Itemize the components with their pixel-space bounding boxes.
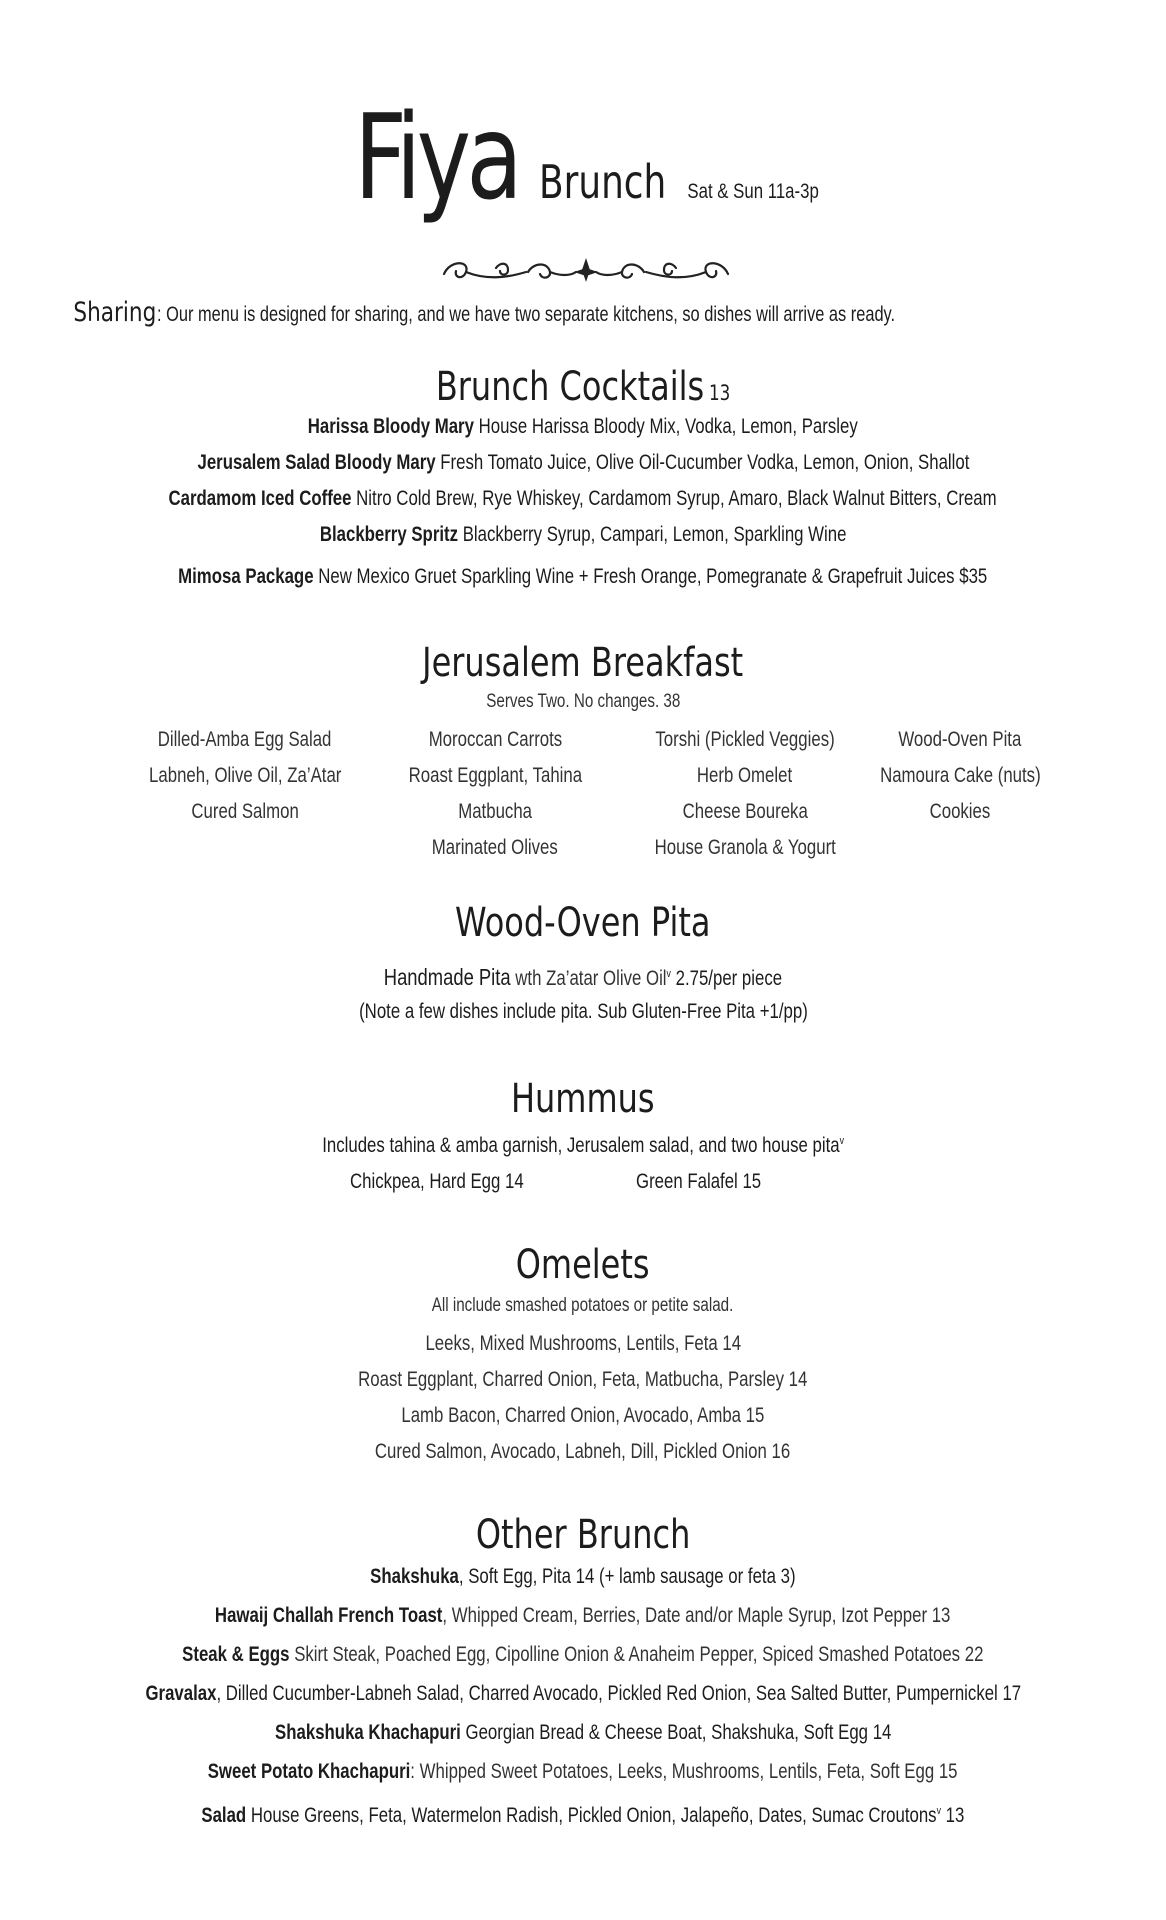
cocktail-desc: Nitro Cold Brew, Rye Whiskey, Cardamom Syrup, Amaro, Black Walnut Bitters, Cream (351, 487, 998, 510)
cocktail-name: Jerusalem Salad Bloody Mary (197, 451, 436, 474)
pita-note: (Note a few dishes include pita. Sub Gluten-Free Pita +1/pp) (358, 1000, 808, 1023)
list-item: Roast Eggplant, Tahina (408, 764, 582, 787)
omelet-item: Cured Salmon, Avocado, Labneh, Dill, Pickled Onion 16 (375, 1440, 791, 1463)
pita-desc: wth Za’atar Olive Oil (510, 967, 667, 990)
omelet-item: Lamb Bacon, Charred Onion, Avocado, Amba 15 (401, 1404, 765, 1427)
cocktail-name: Cardamom Iced Coffee (168, 487, 352, 510)
sharing-note (0, 297, 1166, 328)
restaurant-logo: Fiya (353, 88, 518, 226)
cocktail-name: Harissa Bloody Mary (308, 415, 475, 438)
omelet-item: Leeks, Mixed Mushrooms, Lentils, Feta 14 (425, 1332, 741, 1355)
cocktails-price: 13 (708, 381, 731, 405)
dish-name: Sweet Potato Khachapuri (208, 1760, 411, 1783)
dish-desc: : Whipped Sweet Potatoes, Leeks, Mushrooms, Lentils, Feta, Soft Egg 15 (410, 1760, 958, 1783)
vegan-mark: v (936, 1805, 942, 1817)
list-item: Wood-Oven Pita (898, 728, 1022, 751)
hummus-desc: Includes tahina & amba garnish, Jerusalem salad, and two house pita$^v$ (322, 1134, 844, 1157)
hours-text: Sat & Sun 11a-3p (687, 180, 819, 203)
ornament-divider-icon (436, 252, 736, 292)
vegan-mark: v (666, 968, 671, 980)
hummus-item: Chickpea, Hard Egg 14 (350, 1170, 524, 1193)
cocktail-desc: House Harissa Bloody Mix, Vodka, Lemon, Parsley (474, 415, 858, 438)
dish-price: 13 (941, 1804, 965, 1827)
pita-price: 2.75/per piece (671, 967, 783, 990)
omelet-item: Roast Eggplant, Charred Onion, Feta, Matbucha, Parsley 14 (358, 1368, 808, 1391)
brunch-item (0, 1641, 1166, 1669)
cocktail-item (0, 563, 1166, 591)
jerusalem-title: Jerusalem Breakfast (422, 640, 744, 686)
dish-desc: , Dilled Cucumber-Labneh Salad, Charred Avocado, Pickled Red Onion, Sea Salted Butter, Pumpernickel 17 (216, 1682, 1021, 1705)
brunch-item (0, 1758, 1166, 1786)
cocktail-item (0, 485, 1166, 513)
brunch-item (0, 1563, 1166, 1591)
list-item: Torshi (Pickled Veggies) (655, 728, 835, 751)
sharing-label: Sharing (73, 297, 157, 328)
brunch-item (0, 1680, 1166, 1708)
vegan-mark: v (839, 1135, 844, 1147)
cocktail-name: Blackberry Spritz (319, 523, 458, 546)
brunch-item (0, 1602, 1166, 1630)
omelets-heading (0, 1242, 1166, 1288)
dish-desc: Georgian Bread & Cheese Boat, Shakshuka, Soft Egg 14 (460, 1721, 892, 1744)
jerusalem-col-4 (845, 722, 1075, 830)
menu-header (0, 88, 1166, 226)
cocktail-desc: Blackberry Syrup, Campari, Lemon, Sparkling Wine (457, 523, 847, 546)
dish-desc: , Soft Egg, Pita 14 (+ lamb sausage or feta 3) (459, 1565, 796, 1588)
list-item: Marinated Olives (431, 836, 559, 859)
other-title: Other Brunch (475, 1512, 691, 1558)
cocktails-heading (0, 364, 1166, 410)
list-item: Dilled-Amba Egg Salad (158, 728, 332, 751)
cocktail-desc: Fresh Tomato Juice, Olive Oil-Cucumber Vodka, Lemon, Onion, Shallot (435, 451, 969, 474)
cocktails-title: Brunch Cocktails (435, 364, 705, 410)
jerusalem-col-1 (120, 722, 370, 830)
dish-name: Shakshuka Khachapuri (274, 1721, 461, 1744)
list-item: Herb Omelet (697, 764, 793, 787)
dish-name: Hawaij Challah French Toast (215, 1604, 443, 1627)
menu-title: Brunch (539, 155, 667, 209)
hummus-title: Hummus (511, 1076, 655, 1122)
cocktail-desc: New Mexico Gruet Sparkling Wine + Fresh Orange, Pomegranate & Grapefruit Juices $35 (313, 565, 988, 588)
hummus-heading (0, 1076, 1166, 1122)
list-item: Cookies (929, 800, 991, 823)
jerusalem-col-2 (370, 722, 620, 866)
pita-heading (0, 900, 1166, 946)
cocktail-item (0, 521, 1166, 549)
list-item: Namoura Cake (nuts) (879, 764, 1041, 787)
dish-desc: Skirt Steak, Poached Egg, Cipolline Onion & Anaheim Pepper, Spiced Smashed Potatoes 22 (289, 1643, 984, 1666)
list-item: Cheese Boureka (682, 800, 808, 823)
list-item: Matbucha (458, 800, 532, 823)
dish-desc: , Whipped Cream, Berries, Date and/or Maple Syrup, Izot Pepper 13 (442, 1604, 951, 1627)
sharing-text: : Our menu is designed for sharing, and we have two separate kitchens, so dishes will arrive as ready. (156, 303, 895, 326)
dish-name: Salad (201, 1804, 247, 1827)
pita-title: Wood-Oven Pita (455, 900, 711, 946)
cocktail-item (0, 449, 1166, 477)
dish-name: Steak & Eggs (182, 1643, 290, 1666)
jerusalem-col-3 (620, 722, 870, 866)
brunch-item (0, 1797, 1166, 1830)
omelets-subtitle: All include smashed potatoes or petite salad. (432, 1295, 734, 1316)
list-item: Labneh, Olive Oil, Za’Atar (148, 764, 342, 787)
list-item: Moroccan Carrots (428, 728, 562, 751)
dish-name: Gravalax (145, 1682, 217, 1705)
jerusalem-subtitle: Serves Two. No changes. 38 (485, 691, 681, 712)
dish-name: Shakshuka (370, 1565, 460, 1588)
other-heading (0, 1512, 1166, 1558)
jerusalem-heading (0, 640, 1166, 686)
pita-name: Handmade Pita (383, 964, 511, 990)
cocktail-item (0, 413, 1166, 441)
dish-desc: House Greens, Feta, Watermelon Radish, Pickled Onion, Jalapeño, Dates, Sumac Croutons (246, 1804, 937, 1827)
list-item: House Granola & Yogurt (654, 836, 836, 859)
omelets-title: Omelets (516, 1242, 650, 1288)
brunch-item (0, 1719, 1166, 1747)
cocktail-name: Mimosa Package (178, 565, 314, 588)
pita-item (0, 960, 1166, 993)
list-item: Cured Salmon (191, 800, 299, 823)
hummus-item: Green Falafel 15 (636, 1170, 762, 1193)
